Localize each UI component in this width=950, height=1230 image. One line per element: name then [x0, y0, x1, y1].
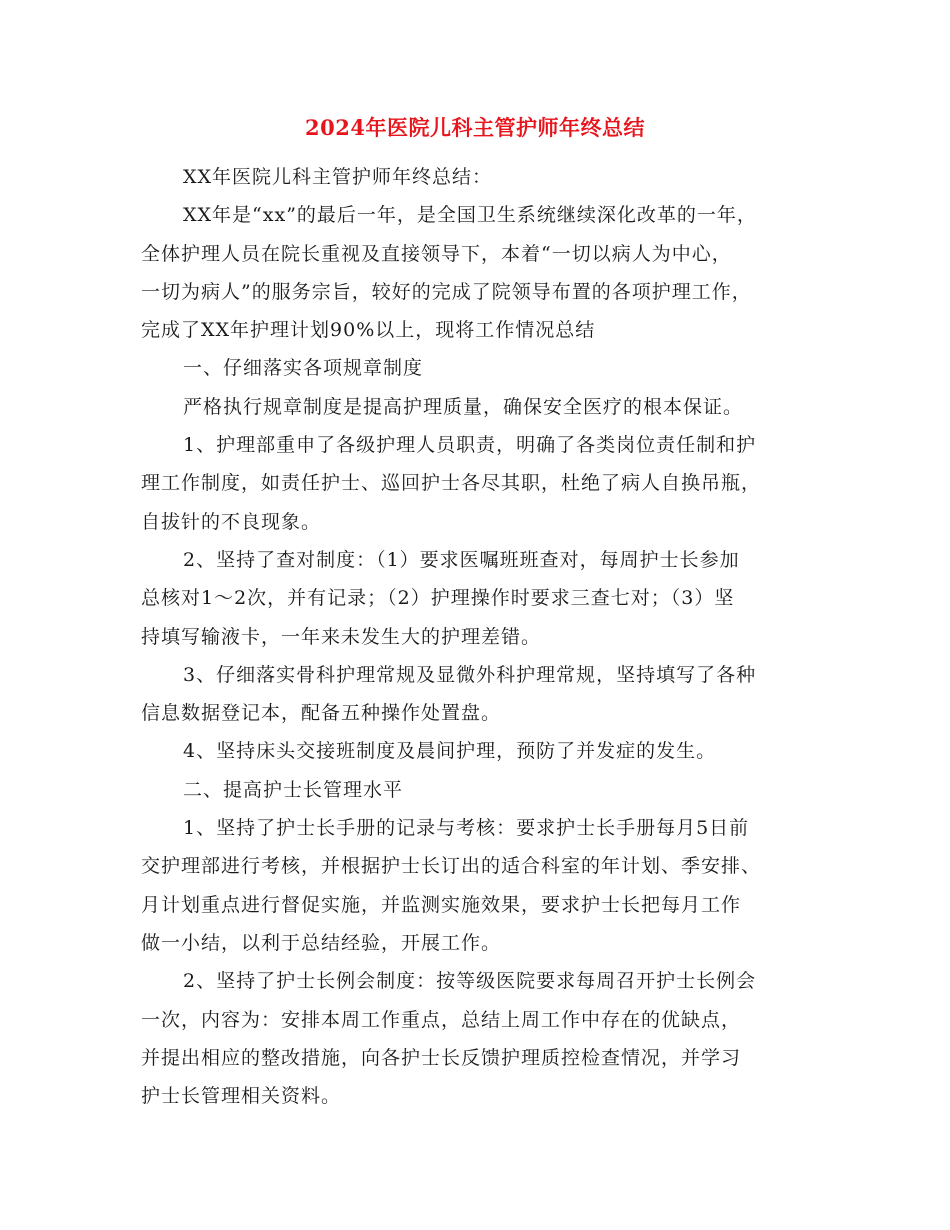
text-line: 2、坚持了查对制度：（1）要求医嘱班班查对，每周护士长参加 [183, 548, 740, 571]
text-line: 1、护理部重申了各级护理人员职责，明确了各类岗位责任制和护 [183, 434, 757, 457]
text-line: 4、坚持床头交接班制度及晨间护理，预防了并发症的发生。 [183, 740, 717, 763]
text-line: 总核对1～2次，并有记录；（2）护理操作时要求三查七对；（3）坚 [141, 587, 735, 610]
text-line: 3、仔细落实骨科护理常规及显微外科护理常规，坚持填写了各种 [183, 663, 757, 686]
text-line: 1、坚持了护士长手册的记录与考核：要求护士长手册每月5日前 [183, 817, 750, 840]
text-line: 理工作制度，如责任护士、巡回护士各尽其职，杜绝了病人自换吊瓶， [141, 472, 762, 495]
text-line: 信息数据登记本，配备五种操作处置盘。 [141, 702, 502, 725]
text-line: 并提出相应的整改措施，向各护士长反馈护理质控检查情况，并学习 [141, 1046, 742, 1069]
text-line: 严格执行规章制度是提高护理质量，确保安全医疗的根本保证。 [183, 395, 744, 418]
text-line: 一次，内容为：安排本周工作重点，总结上周工作中存在的优缺点， [141, 1008, 742, 1031]
text-line: XX年是“xx”的最后一年，是全国卫生系统继续深化改革的一年， [183, 204, 757, 227]
text-line: 持填写输液卡，一年来未发生大的护理差错。 [141, 625, 542, 648]
text-line: 做一小结，以利于总结经验，开展工作。 [141, 931, 502, 954]
text-line: XX年医院儿科主管护师年终总结： [183, 166, 493, 188]
text-line: 一切为病人”的服务宗旨，较好的完成了院领导布置的各项护理工作， [141, 280, 752, 303]
text-line: 交护理部进行考核，并根据护士长订出的适合科室的年计划、季安排、 [141, 855, 762, 878]
text-line: 自拔针的不良现象。 [141, 510, 322, 533]
text-line: 月计划重点进行督促实施，并监测实施效果，要求护士长把每月工作 [141, 893, 742, 916]
document-title: 2024年医院儿科主管护师年终总结 [305, 115, 645, 140]
text-line: 二、提高护士长管理水平 [183, 778, 404, 801]
document-body [141, 158, 813, 1115]
text-line: 全体护理人员在院长重视及直接领导下，本着“一切以病人为中心， [141, 242, 732, 265]
text-line: 护士长管理相关资料。 [141, 1085, 342, 1108]
text-line: 2、坚持了护士长例会制度：按等级医院要求每周召开护士长例会 [183, 970, 757, 993]
text-line: 一、仔细落实各项规章制度 [183, 357, 424, 380]
text-line: 完成了XX年护理计划90%以上，现将工作情况总结 [141, 319, 596, 342]
